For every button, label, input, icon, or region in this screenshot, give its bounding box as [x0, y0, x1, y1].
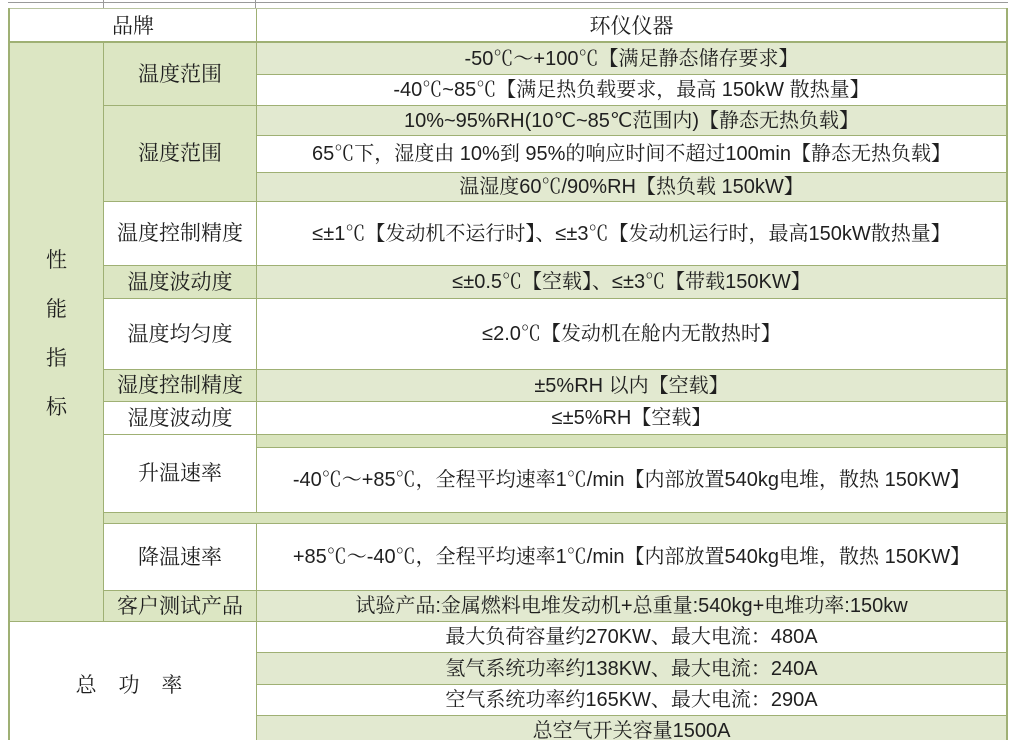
humidity-range-value-3: 温湿度60℃/90%RH【热负载 150kW】: [257, 172, 1006, 201]
customer-test-product-value: 试验产品:金属燃料电堆发动机+总重量:540kg+电堆功率:150kw: [257, 591, 1006, 621]
humidity-control-accuracy-label: 湿度控制精度: [104, 370, 257, 401]
temp-uniformity-label: 温度均匀度: [104, 299, 257, 369]
humidity-range-value-2: 65℃下，湿度由 10%到 95%的响应时间不超过100min【静态无热负载】: [257, 135, 1006, 172]
total-power-value-3: 空气系统功率约165KW、最大电流：290A: [257, 684, 1006, 715]
row-group-temp-fluctuation: [104, 265, 1006, 298]
total-power-value-1: 最大负荷容量约270KW、最大电流：480A: [257, 622, 1006, 652]
perf-char-4: 标: [46, 395, 67, 419]
brand-row: [10, 8, 1006, 43]
cooling-rate-value: +85℃～-40℃，全程平均速率1℃/min【内部放置540kg电堆，散热 150KW】: [257, 524, 1006, 590]
humidity-control-accuracy-value: ±5%RH 以内【空载】: [257, 370, 1006, 401]
row-group-cooling-rate: [104, 523, 1006, 590]
total-power-value-4: 总空气开关容量1500A: [257, 715, 1006, 740]
perf-char-1: 性: [46, 248, 67, 272]
total-power-label-cell: 总 功 率: [10, 622, 257, 740]
row-group-temp-uniformity: [104, 298, 1006, 369]
performance-section: [10, 43, 1006, 621]
cutoff-gridline-horizontal: [8, 2, 1008, 3]
row-group-humidity-range: [104, 105, 1006, 201]
heating-rate-value: -40℃～+85℃，全程平均速率1℃/min【内部放置540kg电堆，散热 150KW】: [257, 447, 1006, 512]
customer-test-product-label: 客户测试产品: [104, 591, 257, 621]
heating-rate-label: 升温速率: [104, 435, 257, 512]
total-power-section: [10, 621, 1006, 740]
spec-table: [8, 0, 1008, 740]
row-group-temperature-range: [104, 43, 1006, 105]
temperature-range-value-1: -50℃～+100℃【满足静态储存要求】: [257, 43, 1006, 74]
total-power-value-2: 氢气系统功率约138KW、最大电流：240A: [257, 652, 1006, 684]
temperature-range-label: 温度范围: [104, 43, 257, 105]
perf-char-3: 指: [46, 346, 67, 370]
performance-rows: [104, 43, 1006, 621]
table-body: [8, 8, 1008, 740]
brand-value-cell: 环仪仪器: [589, 15, 674, 38]
row-group-heating-rate: [104, 434, 1006, 512]
humidity-range-value-1: 10%~95%RH(10℃~85℃范围内)【静态无热负载】: [257, 106, 1006, 135]
cutoff-gridline-col2: [255, 0, 256, 8]
temperature-range-value-2: -40℃~85℃【满足热负载要求，最高 150kW 散热量】: [257, 74, 1006, 105]
brand-label-cell: 品牌: [10, 9, 257, 41]
humidity-fluctuation-label: 湿度波动度: [104, 402, 257, 434]
temp-fluctuation-value: ≤±0.5℃【空载】、≤±3℃【带载150KW】: [257, 266, 1006, 298]
row-group-humidity-fluctuation: [104, 401, 1006, 434]
humidity-range-label: 湿度范围: [104, 106, 257, 201]
row-group-humidity-control-accuracy: [104, 369, 1006, 401]
row-group-customer-test-product: [104, 590, 1006, 621]
performance-section-label-cell: [10, 43, 104, 621]
humidity-fluctuation-value: ≤±5%RH【空载】: [257, 402, 1006, 434]
perf-char-2: 能: [46, 297, 67, 321]
row-group-temp-control-accuracy: [104, 201, 1006, 265]
cooling-rate-spacer-band: [104, 512, 1006, 523]
temp-fluctuation-label: 温度波动度: [104, 266, 257, 298]
cooling-rate-label: 降温速率: [104, 524, 257, 590]
temp-uniformity-value: ≤2.0℃【发动机在舱内无散热时】: [257, 299, 1006, 369]
temp-control-accuracy-value: ≤±1℃【发动机不运行时】、≤±3℃【发动机运行时，最高150kW散热量】: [257, 202, 1006, 265]
cutoff-gridline-col1: [103, 0, 104, 8]
temp-control-accuracy-label: 温度控制精度: [104, 202, 257, 265]
cutoff-row-top: [8, 0, 1008, 8]
heating-rate-spacer-band: [257, 435, 1006, 447]
